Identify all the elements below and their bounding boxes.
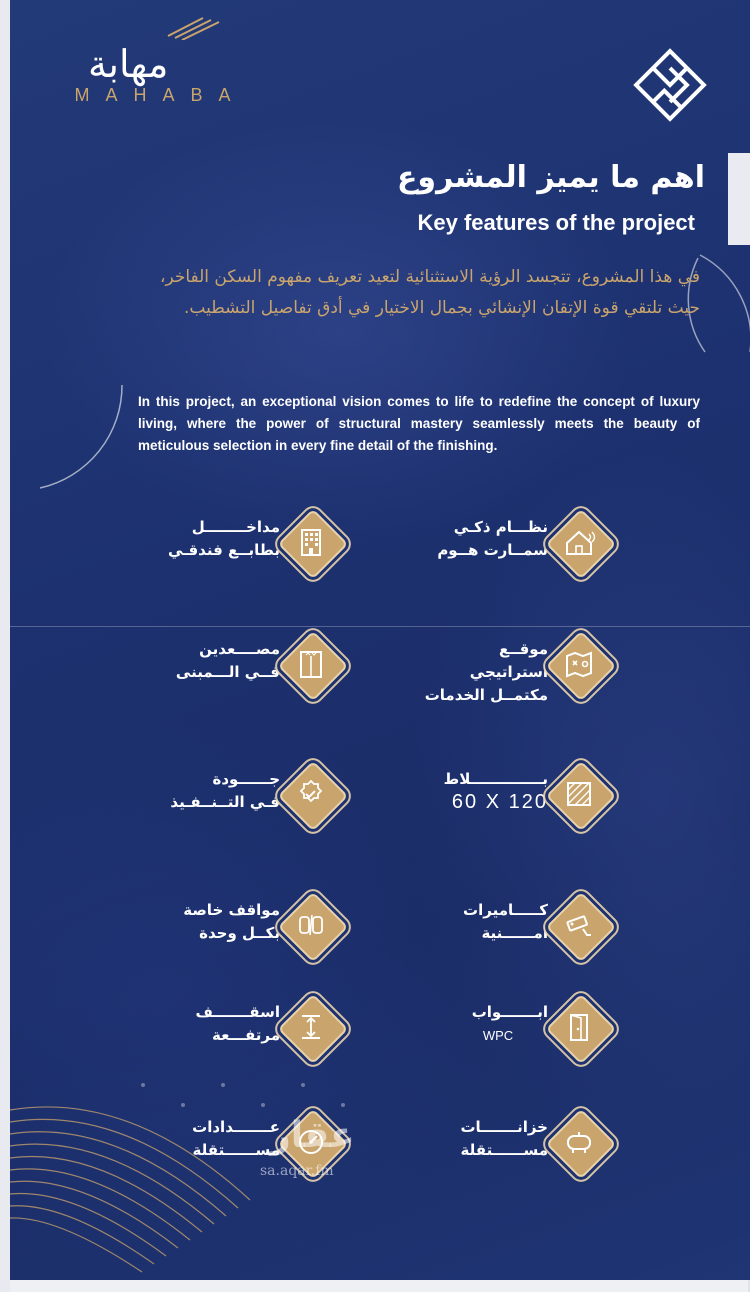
feature-text	[418, 516, 548, 562]
feature-text	[150, 638, 280, 684]
door-icon	[559, 1007, 599, 1047]
feature-item	[418, 893, 588, 959]
feature-title: اسقـــــــف	[195, 1003, 280, 1021]
mahaba-logo	[48, 10, 273, 110]
feature-subtitle: مســــــتقلة	[192, 1141, 280, 1159]
feature-title: نظـــام ذكـي	[453, 518, 548, 536]
feature-subtitle: مكتمــل الخدمات	[424, 686, 548, 704]
feature-item	[150, 762, 320, 828]
aqar-watermark	[260, 1115, 370, 1185]
feature-item	[418, 1110, 588, 1176]
elevator-icon	[291, 644, 331, 684]
developer-logo-icon	[630, 45, 710, 125]
title-english: Key features of the project	[417, 210, 695, 235]
feature-title: ابـــــــواب	[471, 1003, 548, 1021]
left-edge-strip	[0, 0, 10, 1292]
feature-item	[418, 995, 588, 1061]
watermark-arabic: عقار	[270, 1115, 355, 1156]
smart-home-icon	[559, 522, 599, 562]
quality-badge-icon	[291, 774, 331, 814]
brochure-page	[10, 0, 750, 1280]
title-arabic: اهم ما يميز المشروع	[396, 160, 705, 195]
feature-text	[418, 1116, 548, 1162]
feature-title: مصــــعدين	[199, 640, 280, 658]
section-divider	[10, 626, 750, 627]
feature-subtitle: مســــــتقلة	[460, 1141, 548, 1159]
water-tank-icon	[559, 1122, 599, 1162]
feature-item	[418, 632, 588, 704]
corner-tab	[728, 153, 750, 245]
feature-item	[150, 632, 320, 698]
feature-subtitle: 60 X 120	[451, 791, 548, 813]
feature-item	[418, 762, 588, 828]
feature-text	[418, 1001, 548, 1047]
feature-text	[418, 638, 548, 707]
feature-text	[150, 516, 280, 562]
feature-subtitle: بطابــع فندقـي	[168, 541, 280, 559]
feature-title: عـــــــدادات	[192, 1118, 280, 1136]
feature-title: خزانـــــــات	[460, 1118, 548, 1136]
watermark-url: sa.aqar.fm	[260, 1163, 334, 1179]
feature-item	[418, 510, 588, 576]
hotel-entrance-icon	[291, 522, 331, 562]
feature-title: موقــع استراتيجي	[469, 640, 548, 681]
feature-text	[150, 768, 280, 814]
intro-english: In this project, an exceptional vision comes to life to redefine the concept of luxury living, where the power of structural mastery seamlessly meets the beauty of meticulous selection in every fine detail of the finishing.	[138, 394, 700, 453]
feature-subtitle: بكــل وحدة	[199, 924, 280, 942]
feature-text	[150, 899, 280, 945]
feature-title: كـــــاميرات	[463, 901, 548, 919]
map-location-icon	[559, 644, 599, 684]
high-ceiling-icon	[291, 1007, 331, 1047]
feature-title: مداخــــــــل	[191, 518, 280, 536]
feature-text	[418, 899, 548, 945]
intro-arabic: في هذا المشروع، تتجسد الرؤية الاستثنائية لتعيد تعريف مفهوم السكن الفاخر، حيث تلتقي قوة الإتقان الإنشائي بجمال الاختيار في أدق تفاصيل التشطيب.	[159, 267, 700, 318]
feature-subtitle: امــــــنية	[481, 924, 548, 942]
feature-item	[150, 893, 320, 959]
feature-subtitle: فــي الـــمبنى	[175, 663, 280, 681]
tiles-icon	[559, 774, 599, 814]
feature-item	[150, 995, 320, 1061]
feature-subtitle: مرتفـــعة	[212, 1026, 280, 1044]
feature-text	[418, 768, 548, 814]
parking-icon	[291, 905, 331, 945]
feature-text	[150, 1001, 280, 1047]
logo-arabic-name: مهابة	[88, 42, 169, 86]
feature-title: جــــــودة	[212, 770, 280, 788]
feature-subtitle: فـي التــنــفـيذ	[170, 793, 280, 811]
feature-subtitle: سمــارت هــوم	[437, 541, 548, 559]
feature-title: مواقف خاصة	[183, 901, 280, 919]
logo-swoosh-icon	[163, 12, 223, 40]
logo-latin-name: MAHABA	[74, 85, 247, 105]
feature-item	[150, 510, 320, 576]
security-camera-icon	[559, 905, 599, 945]
feature-subtitle: WPC	[482, 1028, 514, 1043]
feature-title: بــــــــــــــلاط	[443, 770, 548, 788]
